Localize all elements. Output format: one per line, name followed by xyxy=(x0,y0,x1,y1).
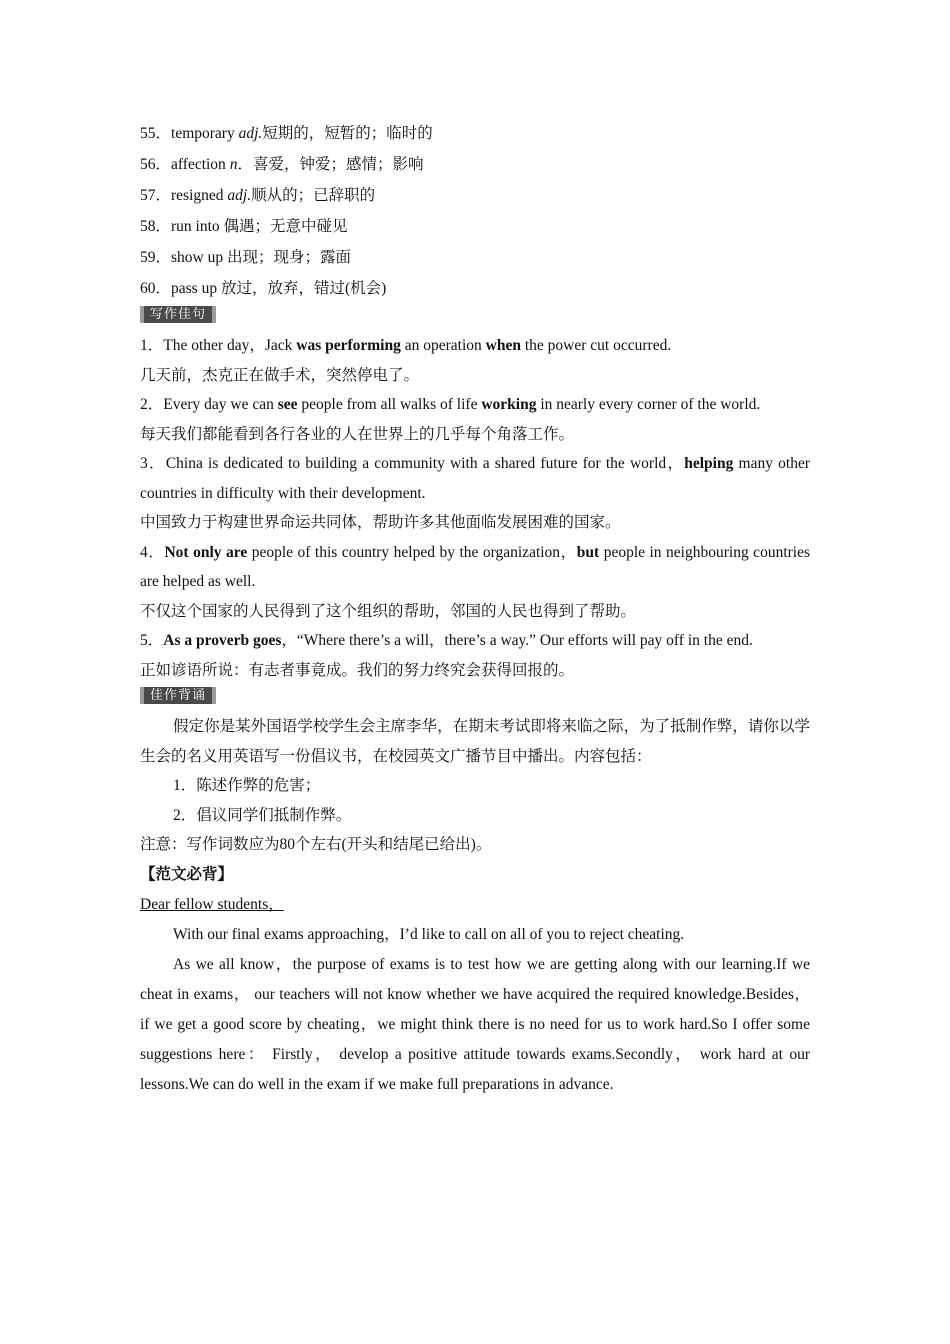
sentence-cn: 每天我们都能看到各行各业的人在世界上的几乎每个角落工作。 xyxy=(140,425,575,443)
sentence-cn: 几天前，杰克正在做手术，突然停电了。 xyxy=(140,366,420,384)
sentence-en: 2．Every day we can see people from all walks of life working in nearly every corner of the world. xyxy=(140,396,761,413)
vocab-item: 55．temporary adj.短期的，短暂的；临时的 xyxy=(140,125,433,142)
sentence-en: 5．As a proverb goes，“Where there’s a will，there’s a way.” Our efforts will pay off in the end. xyxy=(140,632,753,649)
essay-greeting: Dear fellow students， xyxy=(140,895,284,913)
essay-paragraph: As we all know，the purpose of exams is to test how we are getting along with our learning.If we cheat in exams， our teachers will not know whether we have acquired the required knowledge.Besides，if we get a good score by cheating，we might think there is no need for us to work hard.So I offer some suggestions here： Firstly， develop a positive attitude towards exams.Secondly， work hard at our lessons.We can do well in the exam if we make full preparations in advance. xyxy=(140,955,810,1093)
vocab-item: 59．show up 出现；现身；露面 xyxy=(140,249,352,266)
sentence-cn: 不仅这个国家的人民得到了这个组织的帮助，邻国的人民也得到了帮助。 xyxy=(140,602,637,620)
sentence-en: 1．The other day，Jack was performing an operation when the power cut occurred. xyxy=(140,337,672,354)
section-tag-writing-sentences: 写作佳句 xyxy=(140,306,216,323)
document-page xyxy=(140,118,810,1100)
sentence-list xyxy=(140,331,810,685)
vocab-list xyxy=(140,118,810,304)
task-point: 1．陈述作弊的危害； xyxy=(173,777,321,794)
task-point: 2．倡议同学们抵制作弊。 xyxy=(173,806,352,824)
sentence-cn: 中国致力于构建世界命运共同体，帮助许多其他面临发展困难的国家。 xyxy=(140,514,621,531)
sentence-en: 4．Not only are people of this country helped by the organization，but people in neighbouring countries are helped as well. xyxy=(140,543,810,590)
essay-paragraph: With our final exams approaching，I’d like to call on all of you to reject cheating. xyxy=(173,925,685,943)
sentence-en: 3．China is dedicated to building a community with a shared future for the world，helping many other countries in difficulty with their development. xyxy=(140,455,810,502)
model-essay xyxy=(140,890,810,1100)
vocab-item: 56．affection n．喜爱，钟爱；感情；影响 xyxy=(140,156,424,173)
section-tag-model-essay: 佳作背诵 xyxy=(140,687,216,704)
model-essay-heading: 【范文必背】 xyxy=(140,865,234,883)
task-note: 注意：写作词数应为80个左右(开头和结尾已给出)。 xyxy=(140,836,492,853)
writing-task xyxy=(140,712,810,860)
sentence-cn: 正如谚语所说：有志者事竟成。我们的努力终究会获得回报的。 xyxy=(140,661,575,679)
task-intro: 假定你是某外国语学校学生会主席李华，在期末考试即将来临之际，为了抵制作弊，请你以学生会的名义用英语写一份倡议书，在校园英文广播节目中播出。内容包括： xyxy=(140,718,810,765)
vocab-item: 60．pass up 放过，放弃，错过(机会) xyxy=(140,280,387,297)
vocab-item: 57．resigned adj.顺从的；已辞职的 xyxy=(140,187,376,204)
vocab-item: 58．run into 偶遇；无意中碰见 xyxy=(140,218,348,235)
